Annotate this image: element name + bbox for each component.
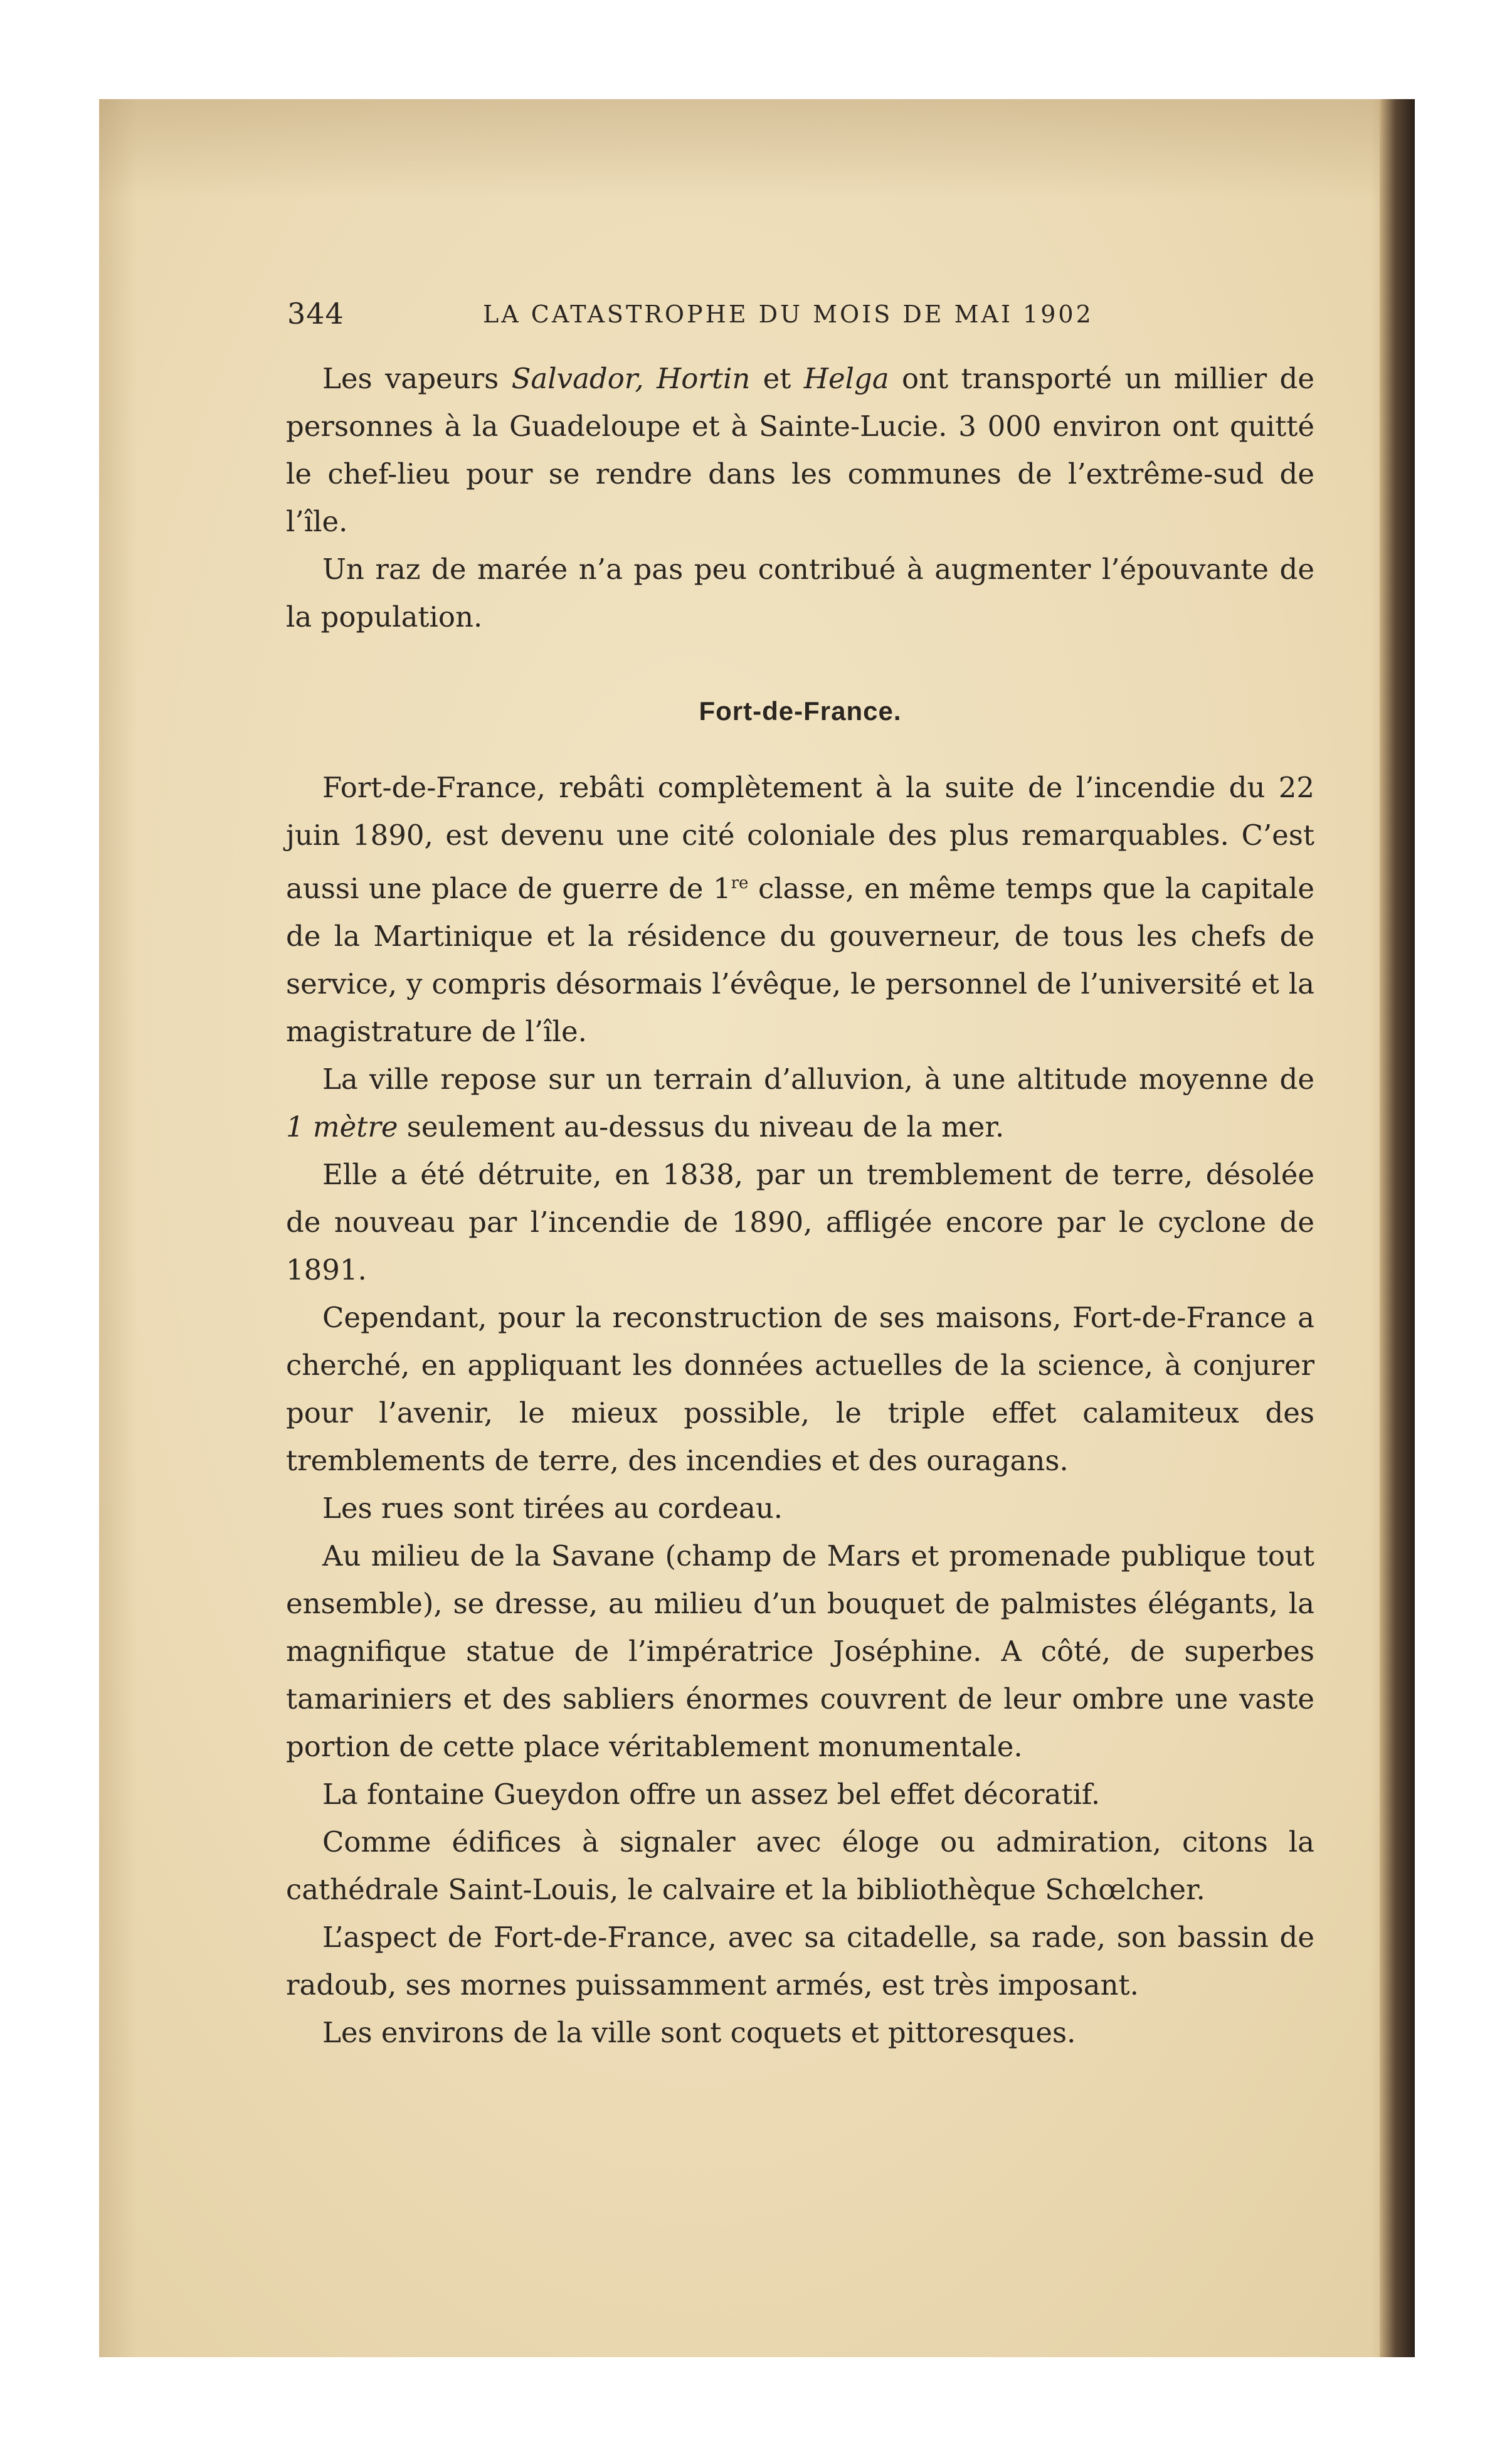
book-gutter bbox=[1380, 99, 1415, 2357]
paragraph-6: Au milieu de la Savane (champ de Mars et promenade publique tout ensemble), se dresse, au milieu d’un bouquet de palmistes élégants, la magnifique statue de l’impératrice Joséphine. A côté, de superbes tamariniers et des sabliers énormes couvrent de leur ombre une vaste portion de cette place véritablement monumentale. bbox=[286, 1539, 1314, 1763]
page-body bbox=[286, 355, 1314, 2057]
superscript-re: re bbox=[731, 874, 749, 893]
paragraph-7: La fontaine Gueydon offre un assez bel effet décoratif. bbox=[322, 1778, 1101, 1811]
paragraph-5: Les rues sont tirées au cordeau. bbox=[322, 1492, 783, 1525]
running-head bbox=[99, 297, 1415, 341]
paragraph-10: Les environs de la ville sont coquets et pittoresques. bbox=[322, 2016, 1076, 2049]
paragraph-2: La ville repose sur un terrain d’alluvion, à une altitude moyenne de 1 mètre seulement au-dessus du niveau de la mer. bbox=[286, 1063, 1314, 1143]
paragraph-8: Comme édifices à signaler avec éloge ou admiration, citons la cathédrale Saint-Louis, le calvaire et la bibliothèque Schœlcher. bbox=[286, 1825, 1314, 1906]
paragraph-4: Cependant, pour la reconstruction de ses maisons, Fort-de-France a cherché, en appliquant les données actuelles de la science, à conjurer pour l’avenir, le mieux possible, le triple effet calamiteux des tremblements de terre, des incendies et des ouragans. bbox=[286, 1301, 1314, 1477]
book-page bbox=[99, 99, 1415, 2357]
page-shading-top bbox=[99, 99, 1415, 199]
running-title: LA CATASTROPHE DU MOIS DE MAI 1902 bbox=[483, 300, 1094, 328]
paragraph-intro-2: Un raz de marée n’a pas peu contribué à augmenter l’épouvante de la population. bbox=[286, 553, 1314, 634]
ship-name-helga: Helga bbox=[803, 362, 889, 395]
ship-names-1: Salvador, Hortin bbox=[511, 362, 751, 395]
italic-altitude: 1 mètre bbox=[286, 1110, 398, 1143]
page-number: 344 bbox=[287, 297, 344, 331]
section-title: Fort-de-France. bbox=[699, 696, 902, 726]
paragraph-3: Elle a été détruite, en 1838, par un tremblement de terre, désolée de nouveau par l’incendie de 1890, affligée encore par le cyclone de 1891. bbox=[286, 1158, 1314, 1286]
paragraph-9: L’aspect de Fort-de-France, avec sa citadelle, sa rade, son bassin de radoub, ses mornes puissamment armés, est très imposant. bbox=[286, 1921, 1314, 2002]
paragraph-intro-1: Les vapeurs Salvador, Hortin et Helga ont transporté un millier de personnes à la Guadeloupe et à Sainte-Lucie. 3 000 environ ont quitté le chef-lieu pour se rendre dans les communes de l’extrême-sud de l’île. bbox=[286, 362, 1314, 538]
page-shading-left bbox=[99, 99, 137, 2357]
paragraph-1: Fort-de-France, rebâti complètement à la suite de l’incendie du 22 juin 1890, est devenu une cité coloniale des plus remarquables. C’est aussi une place de guerre de 1re classe, en même temps que la capitale de la Martinique et la résidence du gouverneur, de tous les chefs de service, y compris désormais l’évêque, le personnel de l’université et la magistrature de l’île. bbox=[286, 771, 1314, 1048]
